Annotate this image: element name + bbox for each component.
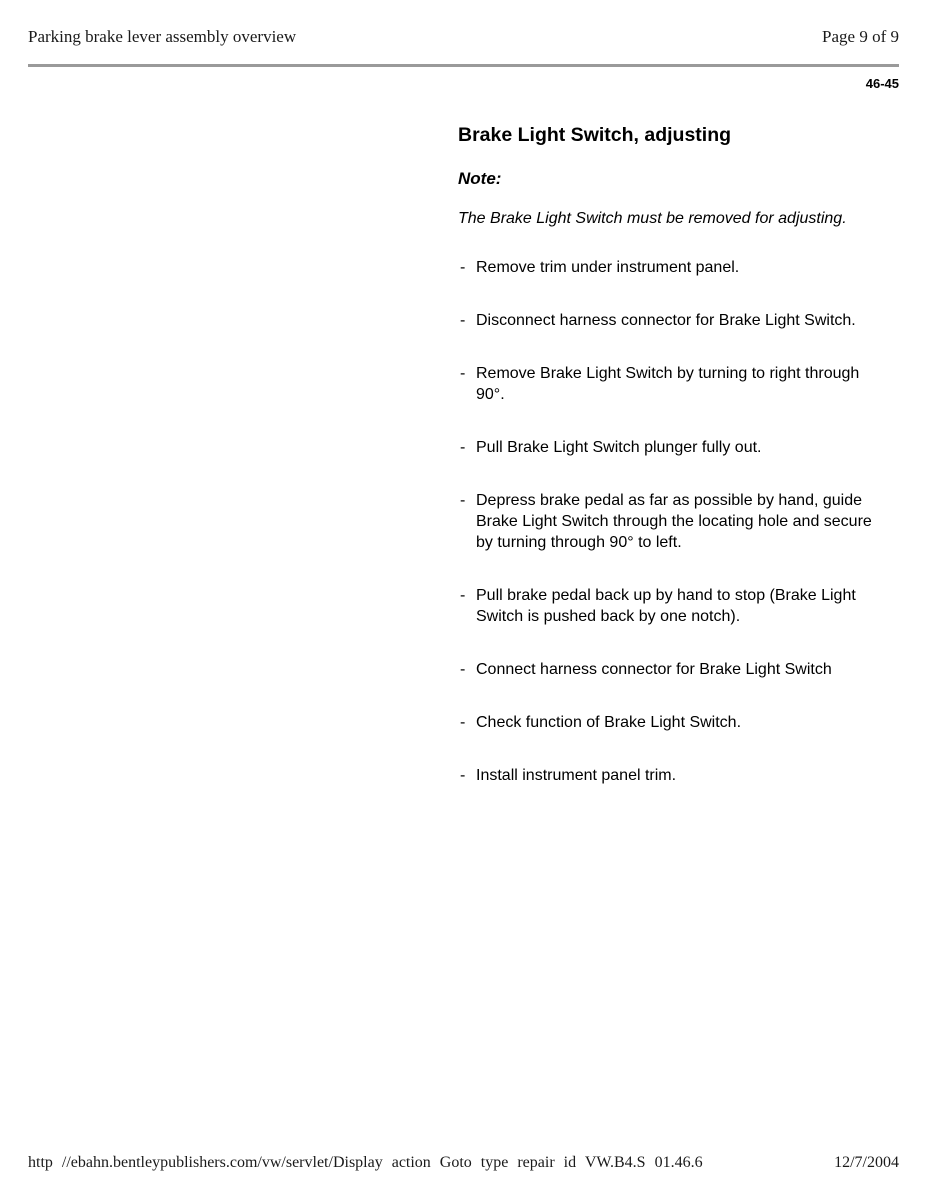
- step-text: Pull brake pedal back up by hand to stop (Brake Light Switch is pushed back by one notch).: [476, 587, 856, 625]
- step-text: Remove Brake Light Switch by turning to right through 90°.: [476, 365, 860, 403]
- source-url[interactable]: http //ebahn.bentleypublishers.com/vw/servlet/Display action Goto type repair id VW.B4.S 01.46.6: [28, 1154, 703, 1171]
- step-marker: -: [460, 767, 466, 784]
- step-marker: -: [460, 312, 466, 329]
- procedure-step: [458, 437, 878, 458]
- header-divider: [28, 64, 899, 67]
- note-label: Note:: [458, 169, 502, 188]
- procedure-step: [458, 659, 878, 680]
- procedure-step: [458, 310, 878, 331]
- step-marker: -: [460, 587, 466, 604]
- step-marker: -: [460, 365, 466, 382]
- section-code: 46-45: [865, 76, 899, 91]
- step-text: Check function of Brake Light Switch.: [476, 714, 742, 731]
- step-text: Install instrument panel trim.: [476, 767, 677, 784]
- step-text: Disconnect harness connector for Brake Light Switch.: [476, 312, 856, 329]
- procedure-step: [458, 257, 878, 278]
- page-number: Page 9 of 9: [822, 27, 899, 46]
- procedure-step: [458, 712, 878, 733]
- print-date: 12/7/2004: [834, 1154, 899, 1171]
- procedure-steps: [458, 257, 878, 786]
- step-text: Depress brake pedal as far as possible by hand, guide Brake Light Switch through the locating hole and secure by turning through 90° to left.: [476, 492, 872, 551]
- step-text: Remove trim under instrument panel.: [476, 259, 740, 276]
- step-marker: -: [460, 661, 466, 678]
- document-title: Parking brake lever assembly overview: [28, 27, 297, 46]
- procedure-step: [458, 765, 878, 786]
- main-content: [458, 122, 878, 818]
- procedure-step: [458, 363, 878, 405]
- step-marker: -: [460, 714, 466, 731]
- step-marker: -: [460, 259, 466, 276]
- procedure-step: [458, 490, 878, 553]
- step-marker: -: [460, 439, 466, 456]
- step-text: Pull Brake Light Switch plunger fully out.: [476, 439, 762, 456]
- procedure-step: [458, 585, 878, 627]
- step-marker: -: [460, 492, 466, 509]
- section-title: Brake Light Switch, adjusting: [458, 124, 732, 146]
- note-text: The Brake Light Switch must be removed for adjusting.: [458, 210, 847, 227]
- step-text: Connect harness connector for Brake Light Switch: [476, 661, 832, 678]
